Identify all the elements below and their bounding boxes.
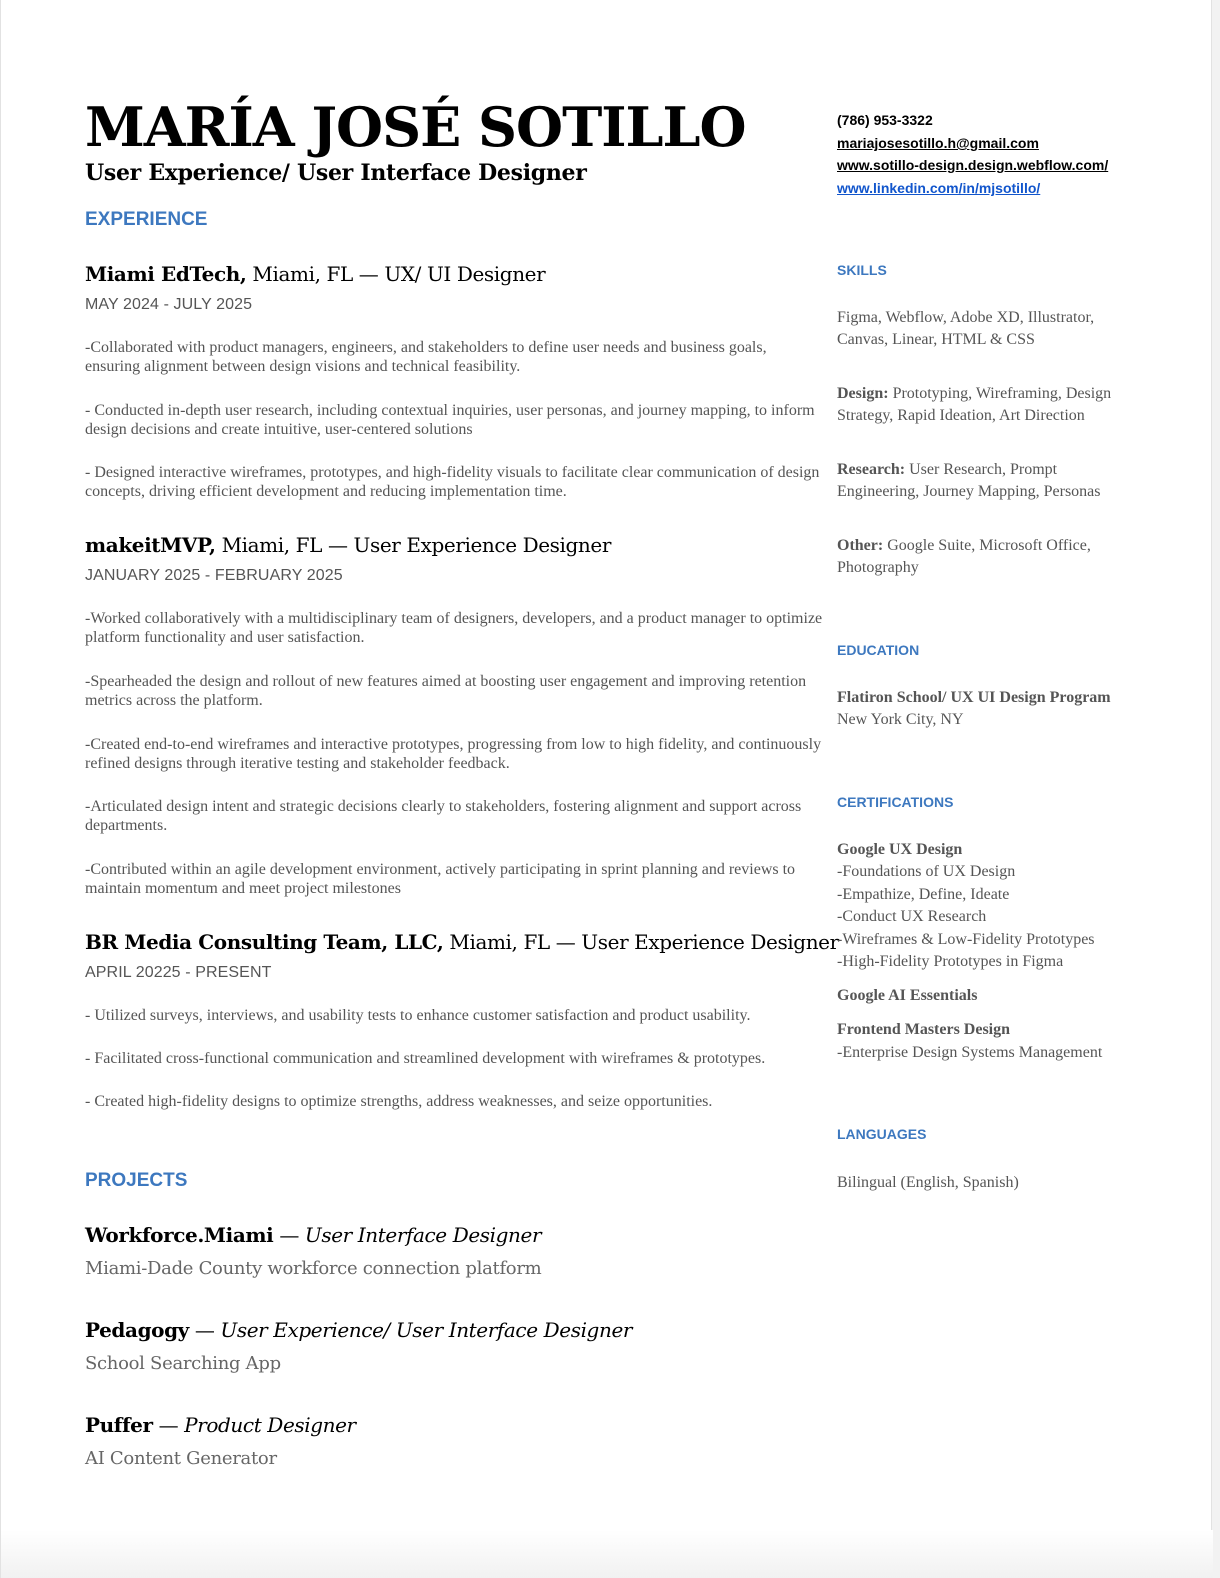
project-title (85, 1318, 632, 1342)
job-bullet: -Articulated design intent and strategic decisions clearly to stakeholders, fostering alignment and support across departments. (85, 798, 802, 834)
job-bullet: - Utilized surveys, interviews, and usability tests to enhance customer satisfaction and product usability. (85, 1007, 751, 1024)
job-bullet: -Spearheaded the design and rollout of new features aimed at boosting user engagement and improving retention metrics across the platform. (85, 673, 807, 709)
cert-course: -Foundations of UX Design (837, 863, 1016, 880)
job-bullet: - Conducted in-depth user research, including contextual inquiries, user personas, and journey mapping, to inform design decisions and create intuitive, user-centered solutions (85, 402, 815, 438)
skills-other (837, 535, 1137, 579)
job-bullet: - Designed interactive wireframes, prototypes, and high-fidelity visuals to facilitate clear communication of design concepts, driving efficient development and reducing implementation time. (85, 464, 820, 500)
project-name: Workforce.Miami (85, 1223, 274, 1247)
education-heading: EDUCATION (837, 642, 920, 658)
project-separator: — (273, 1223, 305, 1247)
job-company: BR Media Consulting Team, LLC, (85, 930, 444, 954)
job-title (85, 533, 611, 557)
education-location: New York City, NY (837, 711, 964, 728)
job-title (85, 262, 545, 286)
project-role: Product Designer (184, 1413, 356, 1437)
cert-course: -Wireframes & Low-Fidelity Prototypes (837, 931, 1095, 948)
candidate-name: MARÍA JOSÉ SOTILLO (85, 95, 746, 159)
cert-course: -High-Fidelity Prototypes in Figma (837, 953, 1064, 970)
project-role: User Interface Designer (304, 1223, 542, 1247)
job-bullet: -Collaborated with product managers, engineers, and stakeholders to define user needs and business goals, ensuring alignment between design visions and technical feasibility. (85, 339, 767, 375)
skills-group-label: Design: (837, 385, 889, 402)
job-location-role: Miami, FL — UX/ UI Designer (246, 262, 546, 286)
project-separator: — (188, 1318, 221, 1342)
job-bullet: -Created end-to-end wireframes and interactive prototypes, progressing from low to high fidelity, and continuously refined designs through iterative testing and stakeholder feedback. (85, 736, 822, 772)
skills-group-text: Google Suite, Microsoft Office, Photography (837, 537, 1091, 576)
cert-title: Google UX Design (837, 841, 963, 858)
skills-heading: SKILLS (837, 262, 887, 278)
candidate-title: User Experience/ User Interface Designer (85, 160, 587, 186)
skills-research (837, 459, 1137, 503)
education-school: Flatiron School/ UX UI Design Program (837, 689, 1111, 706)
job-bullet: - Created high-fidelity designs to optimize strengths, address weaknesses, and seize opportunities. (85, 1093, 713, 1110)
skills-group-label: Other: (837, 537, 884, 554)
project-separator: — (152, 1413, 185, 1437)
projects-heading: PROJECTS (85, 1170, 188, 1191)
project-description: AI Content Generator (85, 1448, 277, 1469)
skills-tools: Figma, Webflow, Adobe XD, Illustrator, Canvas, Linear, HTML & CSS (837, 309, 1095, 348)
project-description: School Searching App (85, 1353, 281, 1374)
languages-text: Bilingual (English, Spanish) (837, 1174, 1019, 1191)
experience-heading: EXPERIENCE (85, 209, 208, 230)
cert-course: -Conduct UX Research (837, 908, 987, 925)
languages-heading: LANGUAGES (837, 1126, 927, 1142)
skills-group-label: Research: (837, 461, 906, 478)
job-company: Miami EdTech, (85, 262, 247, 286)
skills-group-text: User Research, Prompt Engineering, Journey Mapping, Personas (837, 461, 1101, 500)
job-title (85, 930, 839, 954)
job-company: makeitMVP, (85, 533, 216, 557)
job-location-role: Miami, FL — User Experience Designer (215, 533, 612, 557)
contact-linkedin-link[interactable]: www.linkedin.com/in/mjsotillo/ (837, 180, 1041, 196)
certifications-heading: CERTIFICATIONS (837, 794, 954, 810)
cert-course: -Enterprise Design Systems Management (837, 1044, 1103, 1061)
project-title (85, 1413, 356, 1437)
contact-phone: (786) 953-3322 (837, 112, 933, 128)
job-location-role: Miami, FL — User Experience Designer (443, 930, 839, 954)
project-name: Puffer (85, 1413, 153, 1437)
job-bullet: -Worked collaboratively with a multidisciplinary team of designers, developers, and a product manager to optimize platform functionality and user satisfaction. (85, 610, 823, 646)
project-title (85, 1223, 541, 1247)
contact-website-link[interactable]: www.sotillo-design.design.webflow.com/ (837, 157, 1109, 173)
job-bullet: -Contributed within an agile development environment, actively participating in sprint planning and reviews to maintain momentum and meet project milestones (85, 861, 796, 897)
job-bullet: - Facilitated cross-functional communication and streamlined development with wireframes & prototypes. (85, 1050, 766, 1067)
project-role: User Experience/ User Interface Designer (220, 1318, 633, 1342)
page-bottom-shade (1, 1530, 1213, 1578)
contact-email-link[interactable]: mariajosesotillo.h@gmail.com (837, 135, 1039, 151)
skills-design (837, 383, 1137, 427)
skills-group-text: Prototyping, Wireframing, Design Strategy, Rapid Ideation, Art Direction (837, 385, 1112, 424)
project-name: Pedagogy (85, 1318, 189, 1342)
job-dates: APRIL 20225 - PRESENT (85, 964, 272, 981)
job-dates: JANUARY 2025 - FEBRUARY 2025 (85, 567, 343, 584)
project-description: Miami-Dade County workforce connection platform (85, 1258, 542, 1279)
cert-title: Google AI Essentials (837, 987, 978, 1004)
job-dates: MAY 2024 - JULY 2025 (85, 296, 253, 313)
cert-title: Frontend Masters Design (837, 1021, 1011, 1038)
cert-course: -Empathize, Define, Ideate (837, 886, 1010, 903)
